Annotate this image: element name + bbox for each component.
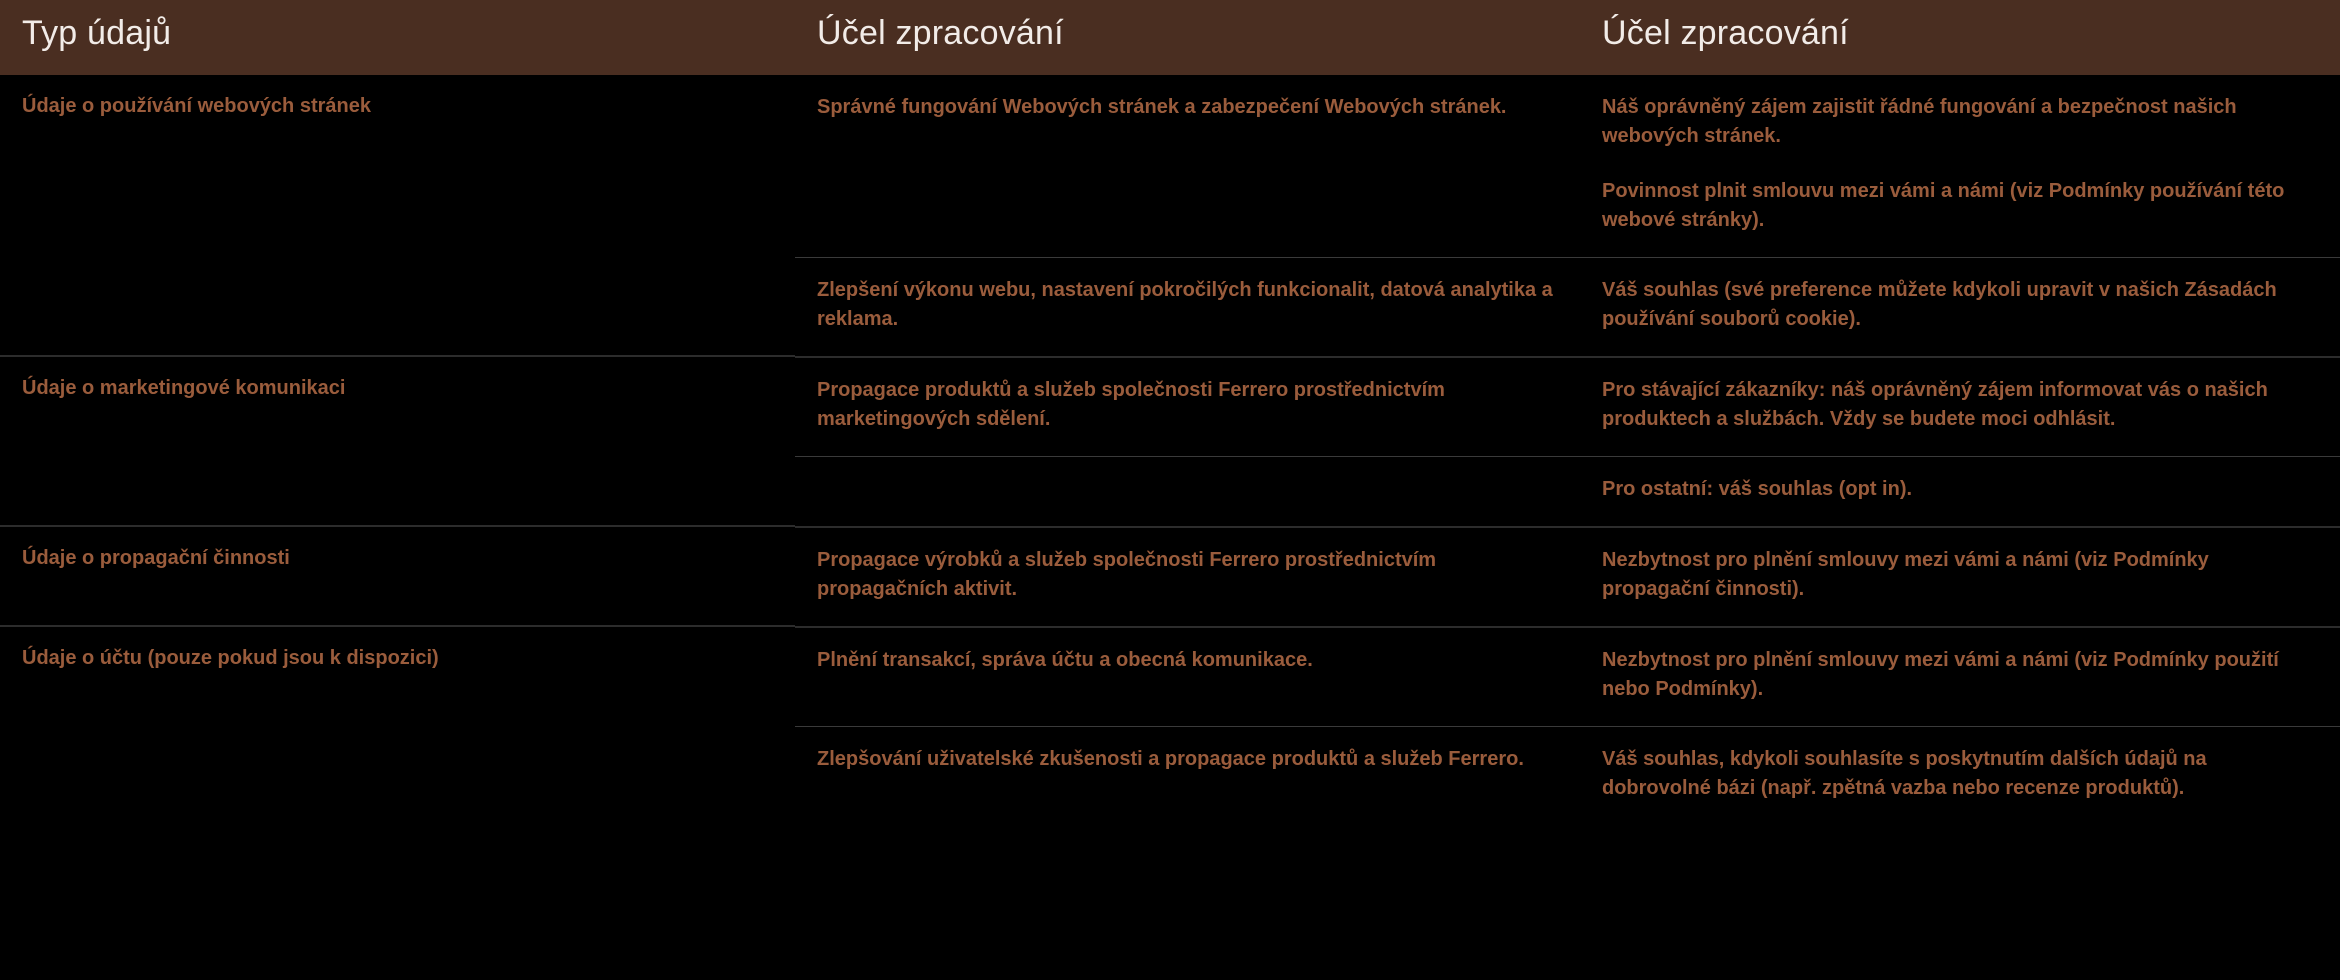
purpose-cell xyxy=(795,727,1580,826)
purpose-paragraph: Zlepšení výkonu webu, nastavení pokročilých funkcionalit, datová analytika a reklama. xyxy=(817,279,1553,330)
purpose-basis-row xyxy=(795,727,2340,826)
table-header xyxy=(0,0,2340,75)
table-body xyxy=(0,75,2340,825)
header-cell-legal-basis: Účel zpracování xyxy=(1580,0,2340,75)
legal-basis-paragraph: Náš oprávněný zájem zajistit řádné fungování a bezpečnost našich webových stránek. xyxy=(1602,96,2237,147)
legal-basis-cell xyxy=(1580,258,2340,357)
data-type-cell: Údaje o propagační činnosti xyxy=(0,526,795,626)
purpose-basis-row xyxy=(795,75,2340,258)
data-type-cell: Údaje o marketingové komunikaci xyxy=(0,356,795,526)
purpose-cell xyxy=(795,357,1580,457)
purpose-basis-row xyxy=(795,527,2340,626)
legal-basis-cell xyxy=(1580,627,2340,727)
purpose-cell xyxy=(795,75,1580,258)
purpose-cell xyxy=(795,258,1580,357)
purpose-cell xyxy=(795,627,1580,727)
purpose-paragraph: Propagace výrobků a služeb společnosti Ferrero prostřednictvím propagačních aktivit. xyxy=(817,549,1437,600)
purpose-paragraph: Propagace produktů a služeb společnosti Ferrero prostřednictvím marketingových sdělení. xyxy=(817,379,1445,430)
legal-basis-paragraph: Pro stávající zákazníky: náš oprávněný zájem informovat vás o našich produktech a službách. Vždy se budete moci odhlásit. xyxy=(1602,379,2268,430)
legal-basis-paragraph: Nezbytnost pro plnění smlouvy mezi vámi a námi (viz Podmínky propagační činnosti). xyxy=(1602,549,2209,600)
purpose-basis-row xyxy=(795,457,2340,527)
purpose-basis-row xyxy=(795,627,2340,727)
table-row xyxy=(0,626,2340,825)
legal-basis-cell xyxy=(1580,527,2340,626)
legal-basis-paragraph: Nezbytnost pro plnění smlouvy mezi vámi a námi (viz Podmínky použití nebo Podmínky). xyxy=(1602,649,2279,700)
data-type-cell: Údaje o používání webových stránek xyxy=(0,75,795,356)
legal-basis-cell xyxy=(1580,357,2340,457)
purpose-basis-group xyxy=(795,75,2340,356)
table-row xyxy=(0,526,2340,626)
purpose-basis-group xyxy=(795,526,2340,626)
purpose-paragraph: Plnění transakcí, správa účtu a obecná komunikace. xyxy=(817,649,1313,671)
legal-basis-paragraph: Váš souhlas, kdykoli souhlasíte s poskytnutím dalších údajů na dobrovolné bázi (např. zpětná vazba nebo recenze produktů). xyxy=(1602,748,2207,799)
purpose-basis-group xyxy=(795,356,2340,526)
purpose-paragraph: Zlepšování uživatelské zkušenosti a propagace produktů a služeb Ferrero. xyxy=(817,748,1524,770)
legal-basis-cell xyxy=(1580,75,2340,258)
table-row xyxy=(0,75,2340,356)
header-row xyxy=(0,0,2340,75)
purpose-cell xyxy=(795,527,1580,626)
purpose-basis-group xyxy=(795,626,2340,825)
legal-basis-paragraph: Povinnost plnit smlouvu mezi vámi a námi (viz Podmínky používání této webové stránky). xyxy=(1602,180,2285,231)
legal-basis-cell xyxy=(1580,727,2340,826)
purpose-cell xyxy=(795,457,1580,527)
data-type-cell: Údaje o účtu (pouze pokud jsou k dispozici) xyxy=(0,626,795,825)
purpose-basis-row xyxy=(795,357,2340,457)
header-cell-purpose: Účel zpracování xyxy=(795,0,1580,75)
header-cell-data-type: Typ údajů xyxy=(0,0,795,75)
legal-basis-paragraph: Pro ostatní: váš souhlas (opt in). xyxy=(1602,478,1913,500)
purpose-paragraph: Správné fungování Webových stránek a zabezpečení Webových stránek. xyxy=(817,96,1507,118)
legal-basis-paragraph: Váš souhlas (své preference můžete kdykoli upravit v našich Zásadách používání souborů cookie). xyxy=(1602,279,2277,330)
table-row xyxy=(0,356,2340,526)
purpose-basis-row xyxy=(795,258,2340,357)
legal-basis-cell xyxy=(1580,457,2340,527)
